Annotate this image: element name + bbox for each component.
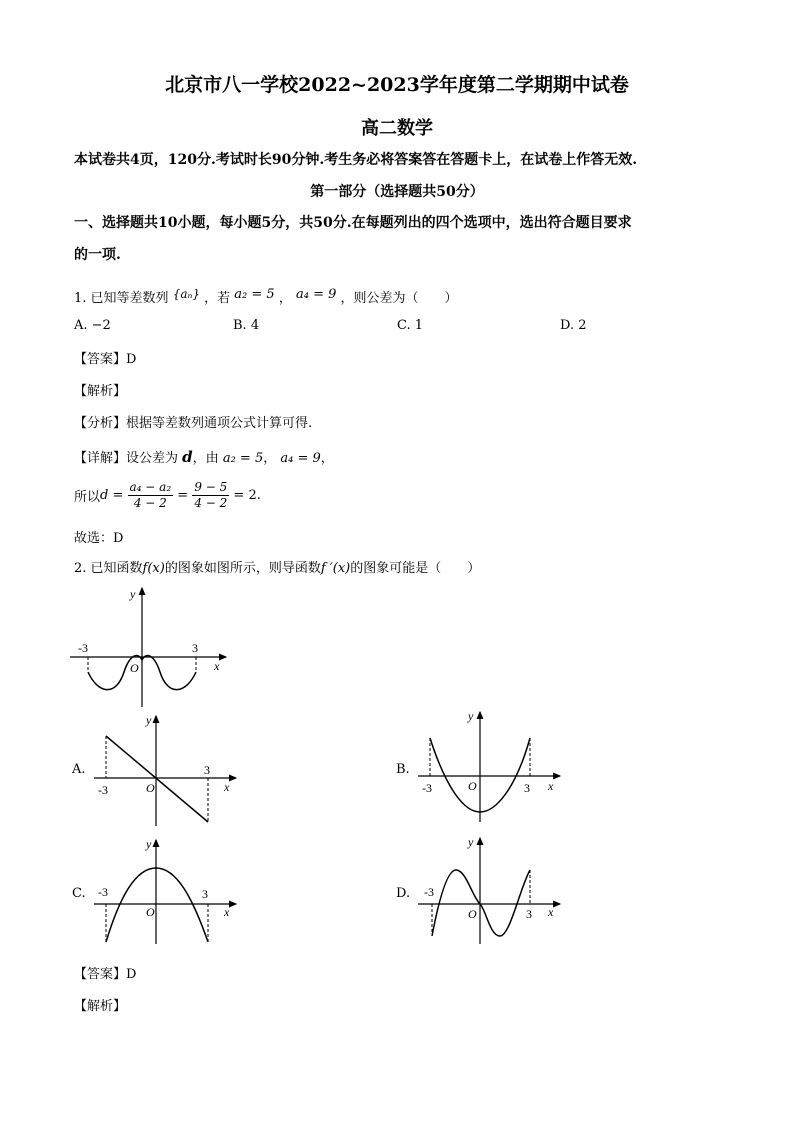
graph-f-label-pos3: 3 (192, 641, 198, 655)
q2-answer-label: 【答案】 (74, 967, 127, 982)
q2-option-c-label: C. (72, 886, 86, 901)
graph-b-label-neg3: -3 (422, 781, 432, 795)
q1-answer-label: 【答案】 (74, 352, 127, 367)
graph-d-label-pos3: 3 (526, 907, 532, 921)
q2-stem-c: 的图象可能是（ ） (350, 561, 481, 576)
q1-detail-b: ，由 (192, 451, 219, 466)
q1-fenxi-label: 【分析】 (74, 416, 127, 431)
graph-f-label-o: O (130, 661, 139, 675)
q1-seq: {aₙ} (172, 287, 200, 301)
graph-c-curve (106, 868, 208, 942)
graph-a-label-x: x (224, 780, 230, 794)
section-instructions-line2: 的一项. (74, 247, 121, 263)
q2-option-d-label: D. (396, 886, 411, 901)
q1-detail-d: d (182, 448, 193, 466)
q1-d-eq: d = (100, 488, 124, 503)
q1-fraction-2 (192, 480, 229, 511)
q1-detail-c1: a₂ = 5 (222, 451, 264, 466)
q1-detail (74, 447, 334, 466)
q2-option-a-label: A. (72, 762, 86, 777)
q1-so: 所以 (74, 490, 101, 505)
graph-b-label-y: y (468, 709, 474, 723)
graph-b-label-o: O (468, 779, 477, 793)
graph-option-b (416, 708, 566, 826)
section-instructions-line1: 一、选择题共10小题，每小题5分，共50分.在每题列出的四个选项中，选出符合题目要求 (74, 215, 632, 231)
q1-choose: 故选：D (74, 531, 124, 546)
q1-option-c: C. 1 (397, 318, 424, 333)
q1-fenxi (74, 412, 312, 431)
q1-stem-b: ，若 (204, 291, 231, 306)
graph-d-label-x: x (548, 905, 554, 919)
graph-option-d (416, 834, 566, 948)
graph-a-curve (106, 736, 208, 822)
q1-option-b: B. 4 (233, 318, 260, 333)
page-subtitle: 高二数学 (361, 118, 433, 139)
q2-stem-b: 的图象如图所示，则导函数 (164, 561, 321, 576)
q2-option-b-label: B. (396, 762, 410, 777)
graph-c-label-o: O (146, 905, 155, 919)
q1-cond1: a₂ = 5 (234, 287, 275, 302)
graph-a-label-neg3: -3 (98, 783, 108, 797)
graph-d-label-neg3: -3 (424, 885, 434, 899)
q1-analysis-label: 【解析】 (74, 384, 127, 399)
graph-d-curve (432, 870, 530, 936)
q2-stem (74, 557, 480, 576)
graph-b-label-pos3: 3 (524, 781, 530, 795)
graph-a-label-o: O (146, 781, 155, 795)
q1-option-d: D. 2 (560, 318, 587, 333)
exam-notice: 本试卷共4页，120分.考试时长90分钟.考生务必将答案答在答题卡上，在试卷上作答无效. (74, 152, 638, 168)
q2-fpx: f ′(x) (320, 561, 351, 576)
q1-fraction-1-num: a₄ − a₂ (129, 480, 172, 494)
q2-answer-value: D (126, 967, 137, 982)
graph-f-label-neg3: -3 (78, 641, 88, 655)
q1-fraction-1-den: 4 − 2 (133, 496, 167, 510)
graph-c-label-pos3: 3 (202, 887, 208, 901)
q2-stem-a: 2. 已知函数 (74, 561, 143, 576)
graph-d-label-y: y (468, 835, 474, 849)
q1-answer (74, 348, 136, 367)
q1-option-a: A. −2 (74, 318, 111, 333)
q1-stem (74, 287, 458, 306)
graph-b-label-x: x (548, 779, 554, 793)
graph-d-label-o: O (468, 907, 477, 921)
graph-c-label-y: y (146, 837, 152, 851)
q1-detail-a: 设公差为 (126, 451, 179, 466)
graph-a-label-y: y (146, 713, 152, 727)
q1-detail-end: ， (320, 451, 334, 466)
q2-analysis-label: 【解析】 (74, 999, 127, 1014)
q1-eq: = (177, 488, 189, 503)
q1-detail-label: 【详解】 (74, 451, 127, 466)
graph-f (64, 582, 234, 712)
q1-detail-c2: a₄ = 9 (280, 451, 321, 466)
q1-sep: ， (278, 291, 292, 306)
q1-answer-value: D (126, 352, 137, 367)
graph-option-c (92, 836, 242, 948)
graph-c-label-neg3: -3 (98, 885, 108, 899)
q1-stem-a: 1. 已知等差数列 (74, 291, 169, 306)
graph-option-a (92, 712, 242, 830)
q1-fenxi-text: 根据等差数列通项公式计算可得. (126, 416, 313, 431)
q1-fraction-2-den: 4 − 2 (194, 496, 228, 510)
q1-fraction-2-num: 9 − 5 (194, 480, 228, 494)
graph-c-label-x: x (224, 905, 230, 919)
page-title: 北京市八一学校2022~2023学年度第二学期期中试卷 (165, 74, 629, 96)
q1-formula (74, 480, 261, 511)
part-heading: 第一部分（选择题共50分） (310, 184, 484, 200)
graph-f-label-x: x (214, 659, 220, 673)
q2-fx: f(x) (142, 561, 165, 576)
q1-cond2: a₄ = 9 (295, 287, 337, 302)
q1-fraction-1 (128, 480, 174, 511)
q1-detail-sep: ， (263, 451, 277, 466)
q2-answer (74, 963, 136, 982)
graph-a-label-pos3: 3 (204, 763, 210, 777)
q1-result: = 2. (233, 488, 261, 503)
q1-stem-c: ，则公差为（ ） (340, 291, 458, 306)
graph-f-label-y: y (130, 587, 136, 601)
